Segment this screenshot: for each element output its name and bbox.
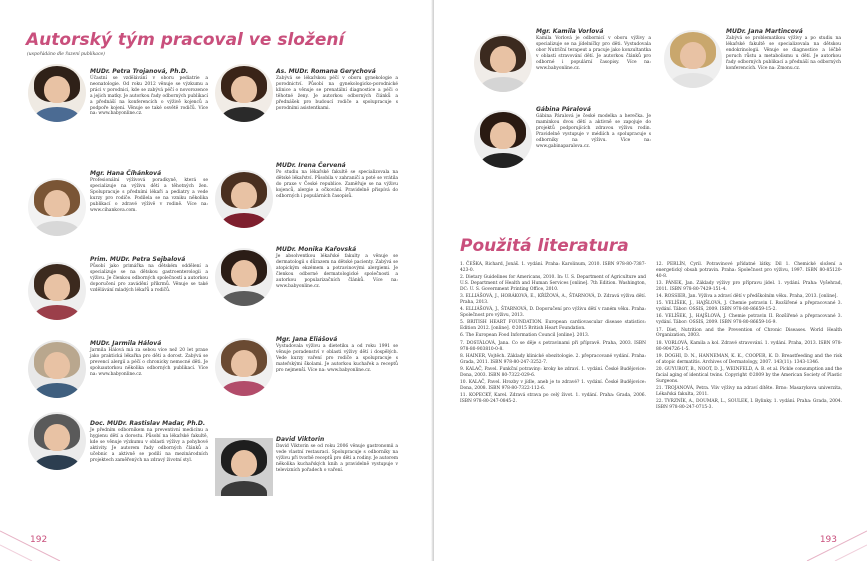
left-page: [0, 0, 433, 561]
author-entry: [276, 336, 398, 374]
reference-item: 14. ROSSIER, Jan. Výživa a zdraví dětí v předškolním věku. Praha, 2013. [online].: [656, 294, 838, 300]
right-page: [434, 0, 867, 561]
page-number-left: 192: [30, 535, 48, 545]
authors-subtitle: (uspořádáno dle řazení publikace): [27, 52, 105, 57]
author-name: MUDr. Monika Kařovská: [276, 246, 357, 253]
reference-item: 6. The European Food Information Council [online]. 2013.: [460, 333, 590, 339]
literature-heading: Použitá literatura: [460, 236, 629, 256]
author-name: MUDr. Petra Trojanová, Ph.D.: [90, 68, 189, 75]
author-photo: [28, 412, 86, 470]
author-entry: [536, 106, 651, 149]
corner-decoration: [0, 521, 95, 561]
author-entry: [90, 340, 208, 378]
references-column-2: [656, 262, 842, 412]
author-entry: [276, 436, 398, 474]
author-photo: [28, 262, 86, 320]
reference-item: 17. Diet, Nutrition and the Prevention of Chronic Diseases. World Health Organization, 2003.: [656, 327, 842, 339]
author-name: Doc. MUDr. Rastislav Madar, Ph.D.: [90, 420, 206, 427]
reference-item: 19. DOGHI, D. N., HANNEMAN, K. K., COOPER, K. D. Breastfeeding and the risk of atopic dermatitis. Archives of Dermatology, 2007. 143(11): 1343-1346.: [656, 353, 842, 365]
reference-item: 18. VORLOVÁ, Kamila a kol. Zdravé stravování. 1. vydání. Praha, 2013. ISBN 978-80-904726-1-5.: [656, 340, 842, 352]
author-name: Mgr. Hana Číhánková: [90, 170, 162, 177]
author-name: As. MUDr. Romana Gerychová: [276, 68, 376, 75]
author-entry: [536, 28, 651, 71]
author-bio: Profesionální výživová poradkyně, která se specializuje na výživu dětí a těhotných žen. Spolupracuje s předními lékaři a pediatry a vede kurzy pro rodiče. Podílela se na vzniku několika publikací o zdravé výživě v rodině. Více na: www.cihankova.com.: [90, 178, 208, 213]
author-bio: Po studiu na lékařské fakultě se specializovala na dětské lékařství. Působila v zahraničí a poté se vrátila do praxe v České republice. Zaměřuje se na výživu kojenců, alergie a očkování. Pravidelně přispívá do odborných i populárních časopisů.: [276, 170, 398, 199]
author-bio: Je absolventkou lékařské fakulty a věnuje se dermatologii s důrazem na dětské pacienty. Zabývá se atopickým ekzémem a potravinovými alergiemi. Je členkou odborné dermatologické společnosti a autorkou popularizačních článků. Více na: www.babyonline.cz.: [276, 254, 398, 289]
author-bio: Kamila Vorlová je odbornicí v oboru výživy a specializuje se na jídelníčky pro děti. Vystudovala obor Nutriční terapeut a pracuje jako konzultantka v oblasti stravování dětí. Je autorkou článků pro odborné i populární časopisy. Více na: www.babyonline.cz.: [536, 36, 651, 71]
reference-item: 15. VELÍŠEK, J., HAJŠLOVÁ, J. Chemie potravin I. Rozšířené a přepracované 3. vydání. Tábor: OSSIS, 2009. ISBN 978-80-86659-15-2.: [656, 301, 842, 313]
author-entry: [276, 68, 398, 111]
reference-item: 8. HAINER, Vojtěch. Základy klinické obezitologie. 2. přepracované vydání. Praha: Grada, 2011. ISBN 978-80-247-3252-7.: [460, 353, 646, 365]
page-number-right: 193: [819, 535, 837, 545]
reference-item: 13. PÁNEK, Jan. Základy výživy pro přípravu jídel. 1. vydání. Praha: Vyšehrad, 2011. ISBN 978-80-7429-151-4.: [656, 281, 842, 292]
author-bio: Zabývá se lékařskou péčí v oboru gynekologie a porodnictví. Působí na gynekologicko-porodnické klinice a věnuje se prenatální diagnostice a péči o těhotné ženy. Je autorkou odborných článků a přednášek pro budoucí rodiče a spolupracuje s porodními asistentkami.: [276, 76, 398, 111]
author-photo: [474, 34, 532, 92]
author-photo: [215, 170, 273, 228]
author-photo: [28, 64, 86, 122]
author-entry: [90, 68, 208, 117]
author-photo: [664, 30, 722, 88]
reference-item: 22. TVRZNÍK, A., DOUMAR, L., SOULEK, I. Bylinky. 1. vydání. Praha: Grada, 2004. ISBN 978-80-247-0715-3.: [656, 399, 842, 410]
reference-item: 2. Dietary Guidelines for Americans, 2010. In: U. S. Department of Agriculture and U.S. Department of Health and Human Services [online]. 7th Edition. Washington, DC: U. S. Government Printing Office, 2010.: [460, 275, 646, 292]
reference-item: 1. ČEŠKA, Richard, Jonáš. 1. vydání. Praha: Karolinum, 2010. ISBN 978-80-7387-423-0.: [460, 262, 646, 273]
author-name: Gábina Páralová: [536, 106, 591, 113]
reference-item: 4. ELLIÁŠOVÁ, J., ŠTARNOVÁ, D. Doporučení pro výživu dětí v raném věku. Praha: Společnost pro výživu, 2013.: [460, 307, 646, 319]
author-name: MUDr. Jarmila Hálová: [90, 340, 162, 347]
author-name: Mgr. Jana Eliášová: [276, 336, 338, 343]
reference-item: 16. VELÍŠEK, J., HAJŠLOVÁ, J. Chemie potravin II. Rozšířené a přepracované 3. vydání. Tábor: OSSIS, 2009. ISBN 978-80-86659-16-9.: [656, 314, 842, 326]
reference-item: 20. GUYUROT, B., NOOT, D. J., WEINFELD, A. B. et al. Pickle consumption and the facial aging of identical twins. Copyright ©2009 by the American Society of Plastic Surgeons.: [656, 366, 842, 384]
author-entry: [90, 420, 208, 463]
reference-item: 5. BRITISH HEART FOUNDATION. European cardiovascular disease statistics: Edition 2012. [online]. ©2015 British Heart Foundation.: [460, 320, 646, 332]
reference-item: 9. KALAČ, Pavel. Funkční potraviny: kroky ke zdraví. 1. vydání. České Budějovice: Dona, 2003. ISBN 80-7322-029-6.: [460, 366, 646, 378]
author-photo: [215, 248, 273, 306]
author-name: MUDr. Jana Martincová: [726, 28, 803, 35]
author-photo: [474, 110, 532, 168]
author-entry: [90, 256, 208, 294]
author-bio: Vystudovala výživu a dietetiku a od roku 1991 se věnuje poradenství v oblasti výživy dětí i dospělých. Vede kurzy vaření pro rodiče a spolupracuje s mateřskými školami. Je autorkou kuchařek a receptů pro nejmenší. Více na: www.babyonline.cz.: [276, 344, 398, 373]
author-photo: [215, 338, 273, 396]
author-bio: Působí jako primářka na dětském oddělení a specializuje se na dětskou gastroenterologii a výživu. Je členkou odborných společností a autorkou doporučení pro zavádění příkrmů. Věnuje se také vzdělávání mladých lékařů a rodičů.: [90, 264, 208, 293]
author-entry: [276, 162, 398, 200]
reference-item: 3. ELLIÁŠOVÁ, J., HORÁKOVÁ, E., KŘÍŽOVÁ, A., ŠTARNOVÁ, D. Zdravá výživa dětí. Praha, 2013.: [460, 294, 646, 306]
author-name: MUDr. Irena Červená: [276, 162, 346, 169]
author-bio: David Viktorin se od roku 2006 věnuje gastronomii a vede vlastní restauraci. Spolupracuje s odborníky na výživu při tvorbě receptů pro děti a rodiny. Je autorem několika kuchařských knih a pravidelně vystupuje v televizních pořadech o vaření.: [276, 444, 398, 473]
references-column-1: [460, 262, 646, 406]
author-name: David Viktorin: [276, 436, 325, 443]
reference-item: 11. KOPECKÝ, Karel. Zdravá strava po celý život. 1. vydání. Praha: Grada, 2006. ISBN 978-80-247-0845-2.: [460, 393, 646, 404]
author-photo: [28, 178, 86, 236]
author-bio: Účastní se vzdělávání v oboru pediatrie a neonatologie. Od roku 2012 věnuje se výzkumu a práci v porodnici, kde se zabývá péčí o novorozence a jejich matky. Je autorkou řady odborných publikací a přednáší na konferencích o výživě kojenců a podpoře kojení. Věnuje se také osvětě rodičů. Více na: www.babyonline.cz.: [90, 76, 208, 117]
author-bio: Zabývá se problematikou výživy a po studiu na lékařské fakultě se specializovala na dětskou endokrinologii. Věnuje se diagnostice a léčbě poruch růstu a metabolismu u dětí. Je autorkou řady odborných publikací a přednáší na odborných konferencích. Více na: Zmonu.cz.: [726, 36, 841, 71]
author-bio: Je předním odborníkem na preventivní medicínu a hygienu dětí a dorostu. Působí na lékařské fakultě, kde se věnuje výzkumu v oblasti výživy a pohybové aktivity. Je autorem řady odborných článků a učebnic a aktivně se podílí na mezinárodních projektech zaměřených na zdravý životní styl.: [90, 428, 208, 463]
author-photo: [215, 438, 273, 496]
author-bio: Jarmila Hálová má za sebou více než 20 let praxe jako praktická lékařka pro děti a dorost. Zabývá se prevencí alergií a péčí o chronicky nemocné děti. Je spoluautorkou několika odborných publikací. Více na: www.babyonline.cz.: [90, 348, 208, 377]
author-name: Prim. MUDr. Petra Sejbalová: [90, 256, 186, 263]
reference-item: 21. TROJANOVÁ, Petra. Vliv výživy na zdraví dítěte. Brno: Masarykova univerzita, Lékařská fakulta, 2011.: [656, 385, 842, 397]
authors-heading: Autorský tým pracoval ve složení: [26, 30, 345, 50]
author-entry: [90, 170, 208, 213]
reference-item: 7. DOSTÁLOVÁ, Jana. Co se děje s potravinami při přípravě. Praha, 2003. ISBN 978-80-903810-0-8.: [460, 340, 646, 352]
author-photo: [28, 340, 86, 398]
author-entry: [726, 28, 841, 71]
author-bio: Gábina Páralová je české modelka a herečka. Je maminkou dvou dětí a aktivně se zapojuje do projektů podporujících zdravou výživu rodin. Pravidelně vystupuje v médiích a spolupracuje s odborníky na výživu. Více na: www.gabinaparalova.cz.: [536, 114, 651, 149]
author-photo: [215, 64, 273, 122]
reference-item: 10. KALAČ, Pavel. Hrozby v jídle, aneb je to zdravé? 1. vydání. České Budějovice: Dona, 2008. ISBN 978-80-7322-112-6.: [460, 379, 646, 391]
author-entry: [276, 246, 398, 289]
reference-item: 12. PERLÍN, Cyril. Potravinové přídatné látky. Díl 1. Chemické složení a energetický obsah potravin. Praha: Společnost pro výživu, 1997. ISBN 80-85120-40-8.: [656, 262, 842, 279]
author-name: Mgr. Kamila Vorlová: [536, 28, 604, 35]
